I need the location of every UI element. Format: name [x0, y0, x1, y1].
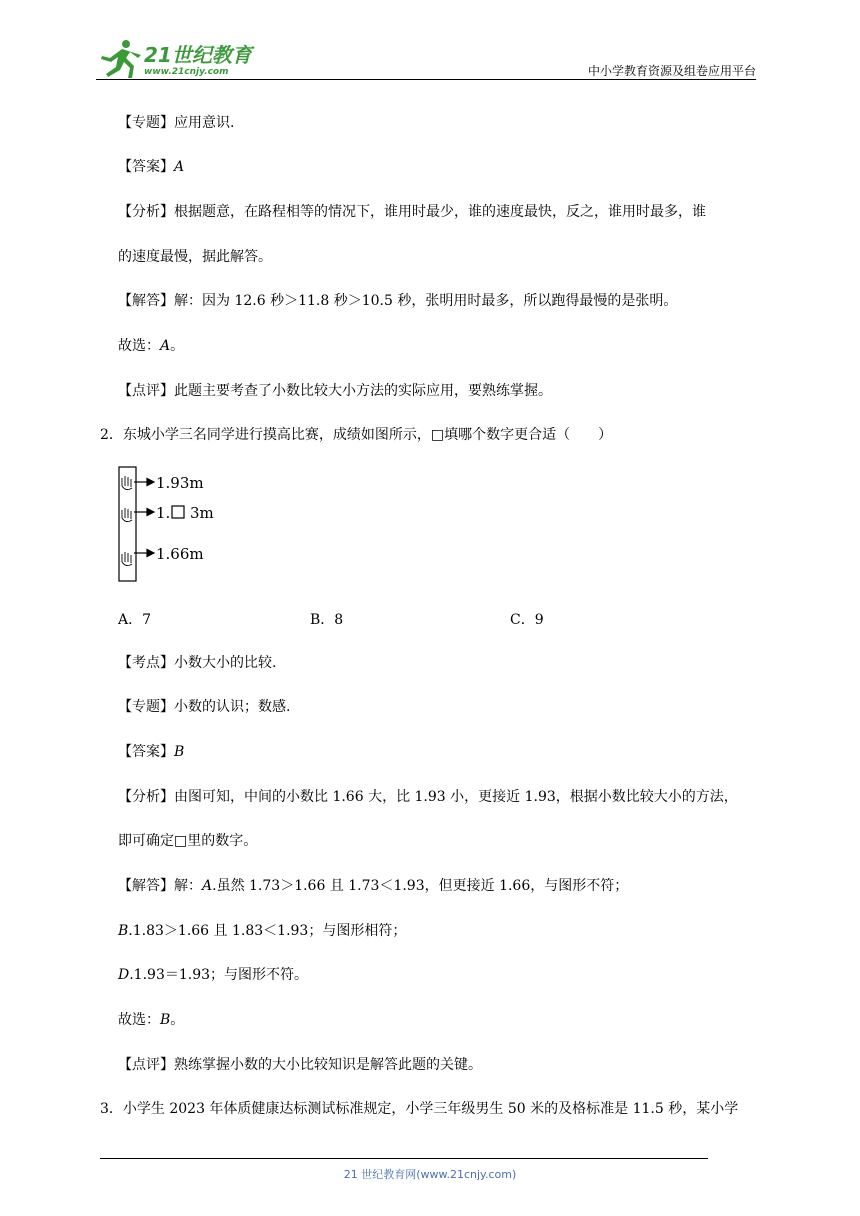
q2-special: 【专题】小数的认识；数感. [118, 699, 291, 715]
q1-answer-value: A [174, 159, 185, 175]
arrow-bottom [134, 550, 154, 557]
header-platform-text: 中小学教育资源及组卷应用平台 [587, 64, 756, 78]
q1-comment: 【点评】此题主要考查了小数比较大小方法的实际应用，要熟练掌握。 [118, 383, 552, 399]
hand-icon-bottom [122, 552, 132, 566]
arrow-top [134, 479, 154, 486]
q2-solution-line3: D.1.93＝1.93；与图形不符。 [118, 967, 309, 983]
label-middle-suffix: 3m [190, 504, 214, 522]
q1-solution: 【解答】解：因为 12.6 秒＞11.8 秒＞10.5 秒，张明用时最多，所以跑得最慢的是张明。 [118, 293, 678, 309]
label-middle-prefix: 1. [156, 504, 171, 522]
runner-icon [101, 40, 141, 78]
option-c: C．9 [510, 612, 544, 628]
option-a: A．7 [118, 612, 152, 628]
header-divider [96, 79, 756, 80]
q2-solution-line1: 【解答】解：A.虽然 1.73＞1.66 且 1.73＜1.93，但更接近 1.66，与图形不符； [118, 878, 629, 894]
hand-icon-middle [122, 508, 132, 522]
q2-analysis-line2: 即可确定□里的数字。 [118, 833, 258, 849]
logo-url: www.21cnjy.com [144, 67, 229, 77]
q2-figure [118, 466, 258, 586]
logo-text: 21世纪教育 [144, 43, 252, 67]
footer-link[interactable]: 21 世纪教育网(www.21cnjy.com) [343, 1168, 517, 1181]
q2-choose: 故选：B。 [118, 1012, 185, 1028]
option-b: B．8 [310, 612, 344, 628]
q2-analysis-line1: 【分析】由图可知，中间的小数比 1.66 大，比 1.93 小，更接近 1.93，根据小数比较大小的方法， [118, 789, 738, 805]
q2-answer: 【答案】B [118, 744, 185, 760]
q3-stem: 3．小学生 2023 年体质健康达标测试标准规定，小学三年级男生 50 米的及格标准是 11.5 秒，某小学 [100, 1101, 739, 1117]
q2-point: 【考点】小数大小的比较. [118, 655, 277, 671]
q2-solution-line2: B.1.83＞1.66 且 1.83＜1.93；与图形相符； [118, 923, 407, 939]
arrow-middle [134, 509, 154, 516]
q2-answer-value: B [174, 744, 185, 760]
label-bottom: 1.66m [156, 545, 204, 563]
label-top: 1.93m [156, 474, 204, 492]
q2-stem: 2．东城小学三名同学进行摸高比赛，成绩如图所示，□填哪个数字更合适（ ） [100, 427, 613, 443]
hand-icon-top [122, 476, 132, 490]
q1-analysis-line1: 【分析】根据题意，在路程相等的情况下，谁用时最少，谁的速度最快，反之，谁用时最多，谁 [118, 204, 706, 220]
q1-analysis-line2: 的速度最慢，据此解答。 [118, 249, 272, 265]
blank-box [172, 506, 184, 518]
q1-choose: 故选：A。 [118, 338, 185, 354]
q1-answer: 【答案】A [118, 159, 185, 175]
q1-special: 【专题】应用意识. [118, 115, 235, 131]
footer-divider [100, 1158, 708, 1159]
site-logo [96, 38, 256, 80]
q2-comment: 【点评】熟练掌握小数的大小比较知识是解答此题的关键。 [118, 1057, 482, 1073]
